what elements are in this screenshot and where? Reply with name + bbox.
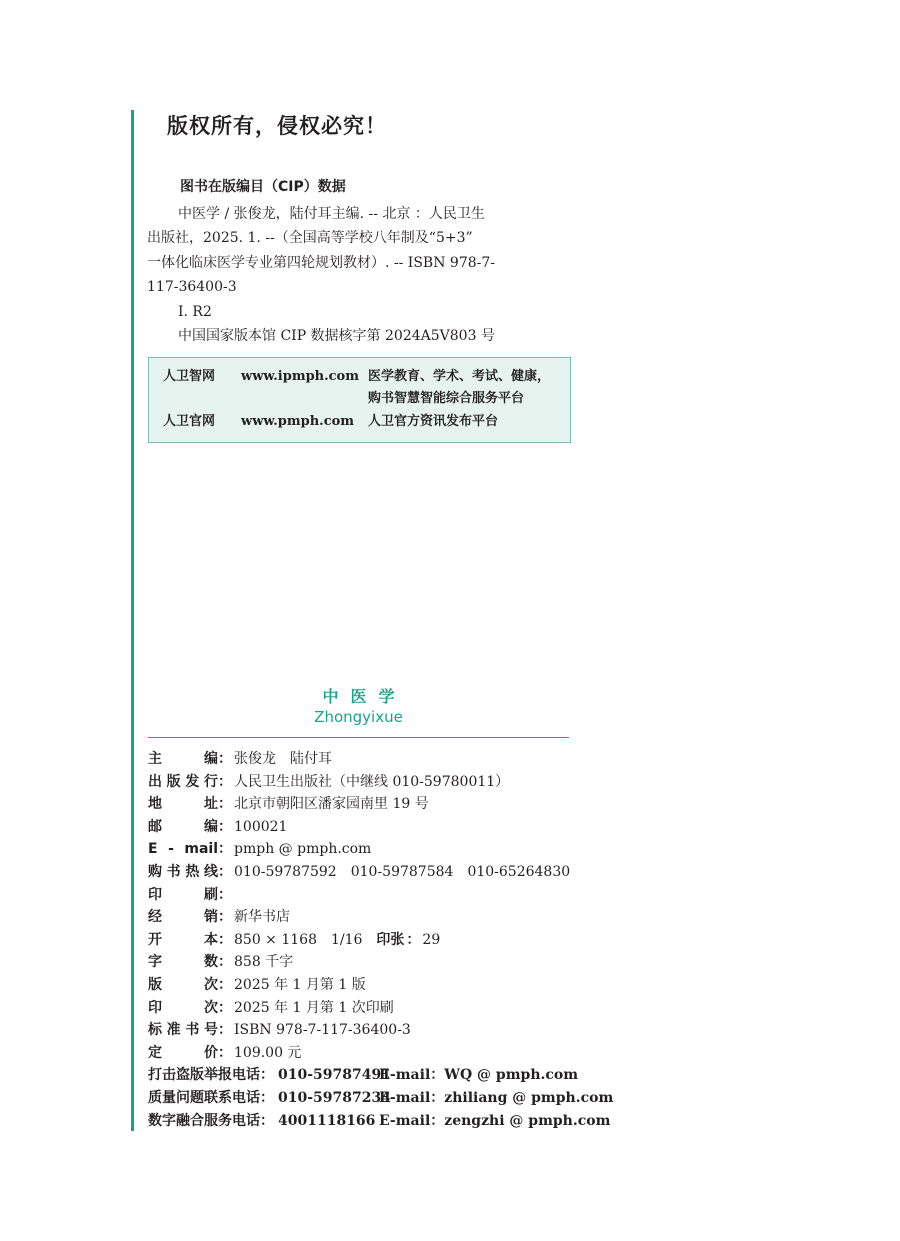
info-label: 定 价 [148,1044,218,1061]
cip-line: 中国国家版本馆 CIP 数据核字第 2024A5V803 号 [178,327,495,344]
info-label: 经 销 [148,909,218,926]
info-row-printing: 印 次 ： 2025 年 1 月第 1 次印刷 [148,997,578,1020]
cip-line: 117-36400-3 [147,279,237,296]
website-row-cont [149,388,570,410]
info-value: 010-59787584 [350,863,454,880]
info-value: 2025 年 1 月第 1 版 [234,976,366,993]
contact-email[interactable]: E-mail：WQ @ pmph.com [379,1067,579,1084]
info-row-edition: 版 次 ： 2025 年 1 月第 1 版 [148,974,578,997]
info-label: 印 次 [148,999,218,1016]
title-divider [148,737,569,738]
info-value: 29 [422,931,441,948]
contact-row: 质量问题联系电话： 010-59787234E-mail：zhiliang @ pmph.com [148,1087,578,1110]
left-accent-bar [131,110,134,1131]
info-row-price: 定 价 ： 109.00 元 [148,1042,578,1065]
info-value: 850 × 1168 1/16 [234,931,363,948]
website-desc: 人卫官方资讯发布平台 [368,414,499,429]
info-label: 出 版 发 行 [148,773,218,790]
publication-info [148,748,614,1132]
info-row-address: 地 址 ： 北京市朝阳区潘家园南里 19 号 [148,793,578,816]
website-info-box [148,357,571,443]
info-row-distributor: 经 销 ： 新华书店 [148,906,578,929]
info-value[interactable]: pmph @ pmph.com [234,841,372,858]
cip-line: 中医学 / 张俊龙，陆付耳主编. -- 北京 ：人民卫生 [178,206,485,222]
book-title: 中医学 [322,687,407,706]
contact-phone: 010-59787491 [278,1067,391,1084]
info-row-editor: 主 编 ： 张俊龙 陆付耳 [148,748,578,771]
book-title-pinyin: Zhongyixue [314,708,403,726]
info-label: 开 本 [148,931,218,948]
info-value: 010-59787592 [234,863,337,880]
cip-line: Ⅰ. R2 [178,303,212,320]
info-row-postcode: 邮 编 ： 100021 [148,816,578,839]
info-value: 新华书店 [234,909,290,926]
contact-label: 质量问题联系电话 [148,1089,260,1106]
website-name: 人卫智网 [163,369,216,384]
website-url[interactable]: www.pmph.com [241,414,355,429]
contact-phone: 010-59787234 [278,1089,391,1106]
info-label: 邮 编 [148,818,218,835]
info-label: E - mail [148,841,218,858]
website-name: 人卫官网 [163,414,216,429]
info-value: 北京市朝阳区潘家园南里 19 号 [234,796,429,813]
cip-title: 图书在版编目（CIP）数据 [180,179,346,195]
contact-email[interactable]: E-mail：zhiliang @ pmph.com [379,1089,614,1106]
info-value: ISBN 978-7-117-36400-3 [234,1022,411,1039]
info-label: 购 书 热 线 [148,863,218,880]
info-label: 版 次 [148,976,218,993]
info-value: 100021 [234,818,288,835]
contact-phone: 4001118166 [278,1112,376,1129]
website-desc: 医学教育、学术、考试、健康， [368,369,551,384]
info-row-email: E - mail ： pmph @ pmph.com [148,838,578,861]
cip-line: 一体化临床医学专业第四轮规划教材）. -- ISBN 978-7- [147,254,496,271]
contact-email[interactable]: E-mail：zengzhi @ pmph.com [379,1112,611,1129]
info-label: 字 数 [148,954,218,971]
contact-label: 数字融合服务电话 [148,1112,260,1129]
website-row [149,411,570,433]
info-row-printer: 印 刷 ： [148,884,578,907]
website-row [149,366,570,388]
info-row-hotline: 购 书 热 线 ： 010-59787592 010-59787584 010-65264830 [148,861,578,884]
cip-record [147,202,577,348]
sheets-label: 印张 [376,931,405,948]
cip-line: 出版社，2025. 1. --（全国高等学校八年制及“5+3” [147,230,473,247]
info-label: 标 准 书 号 [148,1022,218,1039]
info-value: 109.00 元 [234,1044,302,1061]
website-desc: 购书智慧智能综合服务平台 [368,391,525,406]
info-row-format: 开 本 ： 850 × 1168 1/16 印张 ： 29 [148,929,578,952]
info-value: 张俊龙 陆付耳 [234,751,332,767]
copyright-notice: 版权所有，侵权必究！ [167,114,387,138]
info-value: 2025 年 1 月第 1 次印刷 [234,999,394,1016]
website-url[interactable]: www.ipmph.com [241,369,359,384]
info-row-isbn: 标 准 书 号 ： ISBN 978-7-117-36400-3 [148,1019,578,1042]
info-label: 主 编 [148,751,218,767]
contact-row: 数字融合服务电话： 4001118166 E-mail：zengzhi @ pmph.com [148,1110,578,1133]
info-value: 人民卫生出版社（中继线 010-59780011） [234,773,510,790]
info-value: 858 千字 [234,954,294,971]
contact-label: 打击盗版举报电话 [148,1067,260,1084]
info-label: 地 址 [148,796,218,813]
info-row-publisher: 出 版 发 行 ： 人民卫生出版社（中继线 010-59780011） [148,771,578,794]
info-row-words: 字 数 ： 858 千字 [148,951,578,974]
info-label: 印 刷 [148,886,218,903]
contact-row: 打击盗版举报电话： 010-59787491E-mail：WQ @ pmph.com [148,1064,578,1087]
info-value: 010-65264830 [467,863,571,880]
